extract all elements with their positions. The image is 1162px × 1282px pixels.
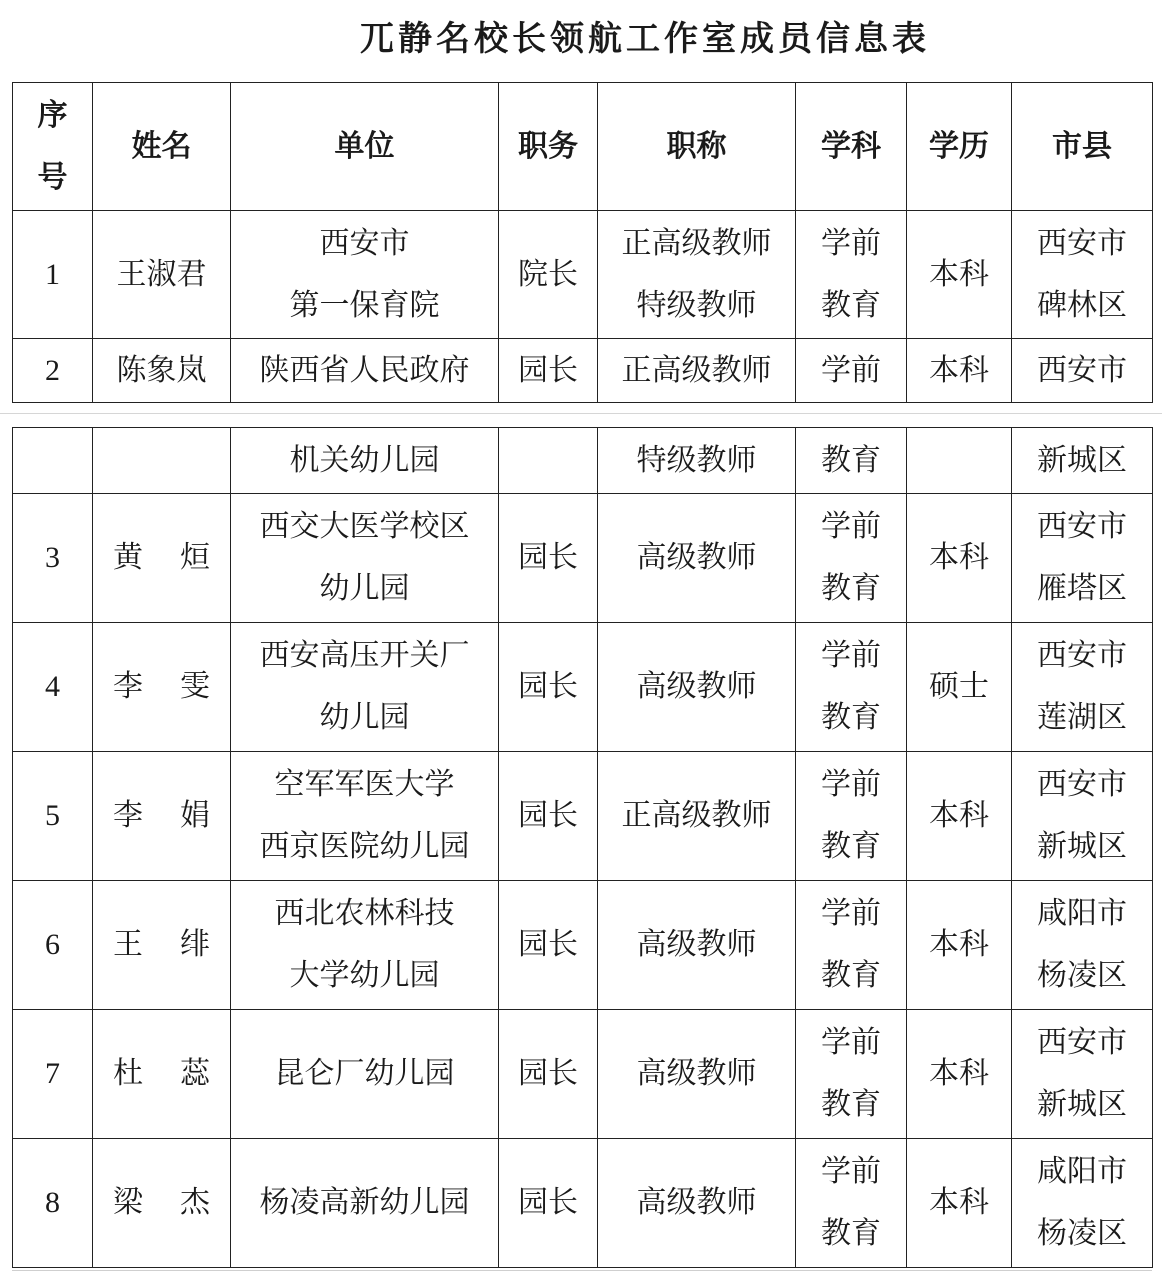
cell-subject xyxy=(796,211,907,339)
cell-subject xyxy=(796,1010,907,1139)
table-row xyxy=(13,211,1153,339)
cell-subject xyxy=(796,623,907,752)
cell-subject-line: 教育 xyxy=(821,700,881,735)
header-subject: 学科 xyxy=(796,83,907,211)
header-seq-line: 号 xyxy=(37,159,68,195)
cell-city xyxy=(1012,623,1153,752)
member-table-page-1 xyxy=(12,82,1153,403)
cell-subject xyxy=(796,494,907,623)
cell-seq: 1 xyxy=(13,211,93,339)
cell-name xyxy=(93,623,231,752)
cell-edu: 本科 xyxy=(907,1010,1012,1139)
cell-city-line: 新城区 xyxy=(1037,1087,1127,1122)
cell-unit xyxy=(231,1139,499,1268)
cell-subject-line: 教育 xyxy=(821,829,881,864)
cell-unit xyxy=(231,623,499,752)
header-rank: 职称 xyxy=(598,83,796,211)
cell-subject-line: 学前 xyxy=(821,352,881,388)
cell-rank xyxy=(598,339,796,403)
cell-unit-line: 杨凌高新幼儿园 xyxy=(259,1185,470,1220)
cell-name-char: 王 xyxy=(113,927,143,962)
header-seq-line: 序 xyxy=(37,97,68,133)
cell-duty: 园长 xyxy=(499,752,598,881)
cell-unit-line: 大学幼儿园 xyxy=(289,958,440,993)
cell-seq: 2 xyxy=(13,339,93,403)
cell-rank-line: 特级教师 xyxy=(636,442,757,478)
cell-duty: 园长 xyxy=(499,339,598,403)
cell-city xyxy=(1012,211,1153,339)
cell-subject-line: 学前 xyxy=(821,1154,881,1189)
cell-name-spaced xyxy=(93,785,230,847)
cell-subject-line: 教育 xyxy=(821,287,881,323)
table-row xyxy=(13,752,1153,881)
cell-city-line: 杨凌区 xyxy=(1037,1216,1127,1251)
cell-name-line: 陈象岚 xyxy=(116,352,207,388)
cell-name-spaced xyxy=(93,914,230,976)
cell-city-line: 新城区 xyxy=(1037,442,1127,478)
cell-name-char: 梁 xyxy=(113,1185,143,1220)
cell-subject-line: 教育 xyxy=(821,571,881,606)
cell-name-spaced xyxy=(93,656,230,718)
cell-rank xyxy=(598,752,796,881)
cell-city-line: 西安市 xyxy=(1037,638,1127,673)
cell-seq: 3 xyxy=(13,494,93,623)
cell-subject-line: 学前 xyxy=(821,638,881,673)
cell-city xyxy=(1012,428,1153,494)
cell-rank-line: 正高级教师 xyxy=(621,798,772,833)
cell-edu: 本科 xyxy=(907,211,1012,339)
header-seq xyxy=(13,83,93,211)
cell-name-spaced xyxy=(93,1172,230,1234)
member-table-page-2 xyxy=(12,427,1153,1268)
cell-rank-line: 高级教师 xyxy=(636,927,757,962)
cell-edu: 本科 xyxy=(907,881,1012,1010)
cell-unit xyxy=(231,211,499,339)
cell-edu: 本科 xyxy=(907,752,1012,881)
cell-edu xyxy=(907,428,1012,494)
cell-city xyxy=(1012,1139,1153,1268)
cell-rank xyxy=(598,1139,796,1268)
page-break-line xyxy=(0,413,1162,414)
cell-rank-line: 高级教师 xyxy=(636,540,757,575)
cell-name-char: 杰 xyxy=(180,1185,210,1220)
cell-duty: 园长 xyxy=(499,1139,598,1268)
cell-city-line: 西安市 xyxy=(1037,767,1127,802)
cell-unit-line: 西京医院幼儿园 xyxy=(259,829,470,864)
cell-rank-line: 高级教师 xyxy=(636,1185,757,1220)
cell-city xyxy=(1012,339,1153,403)
cell-rank-line: 高级教师 xyxy=(636,669,757,704)
cell-subject xyxy=(796,881,907,1010)
cell-subject-line: 教育 xyxy=(821,1087,881,1122)
cell-unit-line: 西安市 xyxy=(319,225,410,261)
table-row xyxy=(13,1010,1153,1139)
header-duty: 职务 xyxy=(499,83,598,211)
cell-city-line: 莲湖区 xyxy=(1037,700,1127,735)
table-body-page-2 xyxy=(13,428,1153,1268)
cell-edu: 硕士 xyxy=(907,623,1012,752)
table-body-page-1 xyxy=(13,83,1153,403)
cell-duty: 园长 xyxy=(499,494,598,623)
cell-name-line xyxy=(93,430,230,492)
cell-subject xyxy=(796,752,907,881)
cell-duty: 园长 xyxy=(499,1010,598,1139)
cell-name-char: 蕊 xyxy=(180,1056,210,1091)
cell-unit xyxy=(231,881,499,1010)
cell-city-line: 西安市 xyxy=(1037,225,1127,261)
cell-subject-line: 学前 xyxy=(821,509,881,544)
cell-name-char: 娟 xyxy=(180,798,210,833)
cell-city xyxy=(1012,494,1153,623)
cell-unit-line: 西交大医学校区 xyxy=(259,509,470,544)
cell-rank xyxy=(598,881,796,1010)
cell-unit-line: 幼儿园 xyxy=(319,700,410,735)
cell-seq: 6 xyxy=(13,881,93,1010)
table-row xyxy=(13,339,1153,403)
cell-name-spaced xyxy=(93,527,230,589)
cell-name-line: 王淑君 xyxy=(116,256,207,292)
cell-duty: 园长 xyxy=(499,623,598,752)
cell-city-line: 西安市 xyxy=(1037,1025,1127,1060)
cell-unit xyxy=(231,428,499,494)
cell-seq: 7 xyxy=(13,1010,93,1139)
cell-name xyxy=(93,428,231,494)
cell-city-line: 西安市 xyxy=(1037,352,1127,388)
cell-city-line: 杨凌区 xyxy=(1037,958,1127,993)
cell-city-line: 碑林区 xyxy=(1037,287,1127,323)
cell-name-char: 烜 xyxy=(180,540,210,575)
cell-city-line: 咸阳市 xyxy=(1037,1154,1127,1189)
cell-unit-line: 第一保育院 xyxy=(289,287,440,323)
cell-edu: 本科 xyxy=(907,1139,1012,1268)
cell-subject-line: 学前 xyxy=(821,767,881,802)
cell-duty: 园长 xyxy=(499,881,598,1010)
cell-unit-line: 幼儿园 xyxy=(319,571,410,606)
table-row xyxy=(13,881,1153,1010)
cell-city xyxy=(1012,881,1153,1010)
cell-subject xyxy=(796,339,907,403)
cell-name-char: 李 xyxy=(113,669,143,704)
page-break xyxy=(0,406,1162,426)
cell-name xyxy=(93,1139,231,1268)
cell-name xyxy=(93,1010,231,1139)
header-unit: 单位 xyxy=(231,83,499,211)
cell-edu: 本科 xyxy=(907,494,1012,623)
cell-duty: 院长 xyxy=(499,211,598,339)
table-row xyxy=(13,623,1153,752)
cell-unit xyxy=(231,752,499,881)
cell-rank xyxy=(598,211,796,339)
cell-seq: 5 xyxy=(13,752,93,881)
cell-name-char: 黄 xyxy=(113,540,143,575)
cell-name xyxy=(93,494,231,623)
cell-seq xyxy=(13,428,93,494)
cell-edu: 本科 xyxy=(907,339,1012,403)
cell-rank-line: 高级教师 xyxy=(636,1056,757,1091)
cell-city-line: 咸阳市 xyxy=(1037,896,1127,931)
cell-city-line: 雁塔区 xyxy=(1037,571,1127,606)
cell-unit-line: 机关幼儿园 xyxy=(289,442,440,478)
cell-name xyxy=(93,752,231,881)
cell-unit xyxy=(231,494,499,623)
page-bottom-line xyxy=(12,1270,1152,1271)
header-city: 市县 xyxy=(1012,83,1153,211)
cell-name-char: 李 xyxy=(113,798,143,833)
cell-subject xyxy=(796,1139,907,1268)
table-row xyxy=(13,428,1153,494)
cell-name xyxy=(93,881,231,1010)
cell-subject-line: 学前 xyxy=(821,1025,881,1060)
cell-subject-line: 教育 xyxy=(821,958,881,993)
cell-subject-line: 教育 xyxy=(821,1216,881,1251)
cell-rank xyxy=(598,1010,796,1139)
cell-name-char: 雯 xyxy=(180,669,210,704)
cell-unit xyxy=(231,1010,499,1139)
cell-rank xyxy=(598,623,796,752)
cell-subject xyxy=(796,428,907,494)
cell-name-char: 杜 xyxy=(113,1056,143,1091)
cell-name-char: 绯 xyxy=(180,927,210,962)
table-row xyxy=(13,1139,1153,1268)
cell-unit-line: 陕西省人民政府 xyxy=(259,352,470,388)
cell-rank xyxy=(598,428,796,494)
header-edu: 学历 xyxy=(907,83,1012,211)
page-title: 兀静名校长领航工作室成员信息表 xyxy=(360,19,930,59)
cell-subject-line: 学前 xyxy=(821,225,881,261)
cell-city xyxy=(1012,752,1153,881)
cell-duty xyxy=(499,428,598,494)
cell-unit-line: 空军军医大学 xyxy=(274,767,455,802)
cell-city-line: 新城区 xyxy=(1037,829,1127,864)
cell-unit-line: 西安高压开关厂 xyxy=(259,638,470,673)
cell-unit-line: 西北农林科技 xyxy=(274,896,455,931)
cell-city xyxy=(1012,1010,1153,1139)
cell-seq: 8 xyxy=(13,1139,93,1268)
cell-city-line: 西安市 xyxy=(1037,509,1127,544)
cell-subject-line: 学前 xyxy=(821,896,881,931)
cell-unit-line: 昆仑厂幼儿园 xyxy=(274,1056,455,1091)
cell-rank-line: 特级教师 xyxy=(636,287,757,323)
cell-subject-line: 教育 xyxy=(821,442,881,478)
cell-unit xyxy=(231,339,499,403)
table-row xyxy=(13,494,1153,623)
cell-name-spaced xyxy=(93,1043,230,1105)
cell-name xyxy=(93,339,231,403)
cell-seq: 4 xyxy=(13,623,93,752)
cell-rank-line: 正高级教师 xyxy=(621,225,772,261)
cell-name xyxy=(93,211,231,339)
header-row xyxy=(13,83,1153,211)
header-name: 姓名 xyxy=(93,83,231,211)
cell-rank-line: 正高级教师 xyxy=(621,352,772,388)
cell-rank xyxy=(598,494,796,623)
